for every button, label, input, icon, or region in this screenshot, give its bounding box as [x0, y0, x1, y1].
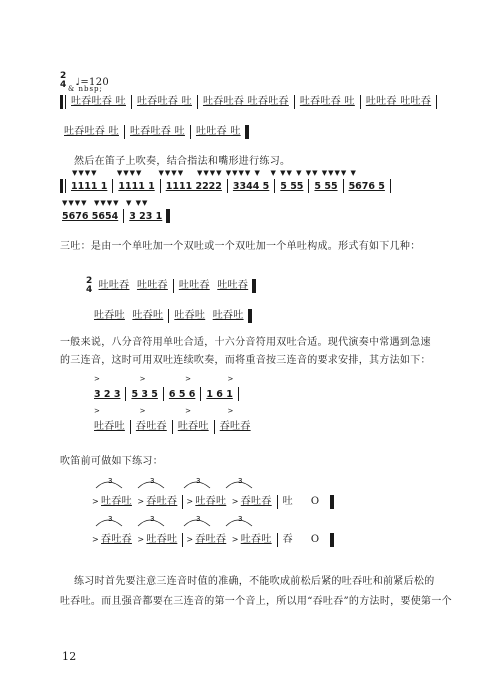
ex4-notes: > > > > 3 2 3 5 3 5 6 5 6 1 6 1 [92, 376, 242, 401]
ex5-line1: 3 3 3 3 > 吐吞吐 > 吞吐吞 > 吐吞吐 > 吞吐吞 吐 O [92, 476, 336, 509]
paragraph-triple-tonguing: 三吐：是由一个单吐加一个双吐或一个双吐加一个单吐构成。形式有如下几种： [60, 241, 421, 252]
svg-text:3: 3 [238, 477, 243, 485]
time-signature: 2 4 [60, 70, 67, 90]
paragraph-pre-practice: 吹笛前可做如下练习： [60, 456, 163, 467]
svg-text:3: 3 [108, 477, 113, 485]
svg-text:3: 3 [150, 515, 155, 523]
ex4-syllables: > > > > 吐吞吐 吞吐吞 吐吞吐 吞吐吞 [94, 407, 251, 432]
ex3-line1: 2 4 吐吐吞 吐吐吞 吐吐吞 吐吐吞 [86, 276, 258, 295]
ex5-line2: 3 3 3 3 > 吞吐吞 > 吐吞吐 > 吞吐吞 > 吐吞吐 吞 O [92, 514, 336, 547]
ex3-line2: 吐吞吐 吐吞吐 吐吞吐 吐吞吐 [92, 306, 254, 323]
svg-text:3: 3 [150, 477, 155, 485]
paragraph-practice: 然后在笛子上吹奏，结合指法和嘴形进行练习。 [74, 156, 291, 167]
tempo-value: ♩=120 [75, 77, 110, 88]
svg-text:3: 3 [108, 515, 113, 523]
paragraph-triplet-accuracy-2: 吐吞吐。而且强音都要在三连音的第一个音上，所以用“吞吐吞”的方法时，要使第一个 [60, 596, 452, 607]
page-number: 12 [62, 650, 77, 663]
ex1-line1: & nbsp; 吐吞吐吞 吐 吐吞吐吞 吐 吐吞吐吞 吐吞吐吞 吐吞吐吞 吐 吐吐吞 吐吐吞 [60, 92, 440, 109]
ex5-line1-slurs [92, 476, 282, 490]
svg-text:3: 3 [238, 515, 243, 523]
ex2-line1: ▼▼▼▼ ▼▼▼▼ ▼▼▼▼ ▼▼▼▼ ▼▼▼▼ ▼ ▼ ▼▼ ▼ ▼▼ ▼▼▼▼ ▼ 1111 1 1111 1 1111 2222 3344 5 5 55 5 55 5676 5 [60, 170, 394, 193]
ex1-line2: 吐吞吐吞 吐 吐吞吐吞 吐 吐吐吞 吐 [62, 122, 251, 139]
svg-text:3: 3 [196, 515, 201, 523]
paragraph-triplets: 一般来说，八分音符用单吐合适，十六分音符用双吐合适。现代演奏中常遇到急速的三连音，这时可用双吐连续吹奏，而将重音按三连音的要求安排，其方法如下： [60, 337, 431, 366]
ex2-articulation-marks: ▼▼▼▼ ▼▼▼▼ ▼▼▼▼ ▼▼▼▼ ▼▼▼▼ ▼ ▼ ▼▼ ▼ ▼▼ ▼▼▼▼ ▼ [72, 169, 357, 177]
paragraph-triplet-accuracy-1: 练习时首先要注意三连音时值的准确，不能吹成前松后紧的吐吞吐和前紧后松的 [74, 576, 435, 587]
ex5-line2-slurs [92, 514, 282, 528]
svg-text:3: 3 [196, 477, 201, 485]
ex2-line2: ▼▼▼▼ ▼▼▼▼ ▼ ▼▼ 5676 5654 3 23 1 [60, 200, 172, 223]
